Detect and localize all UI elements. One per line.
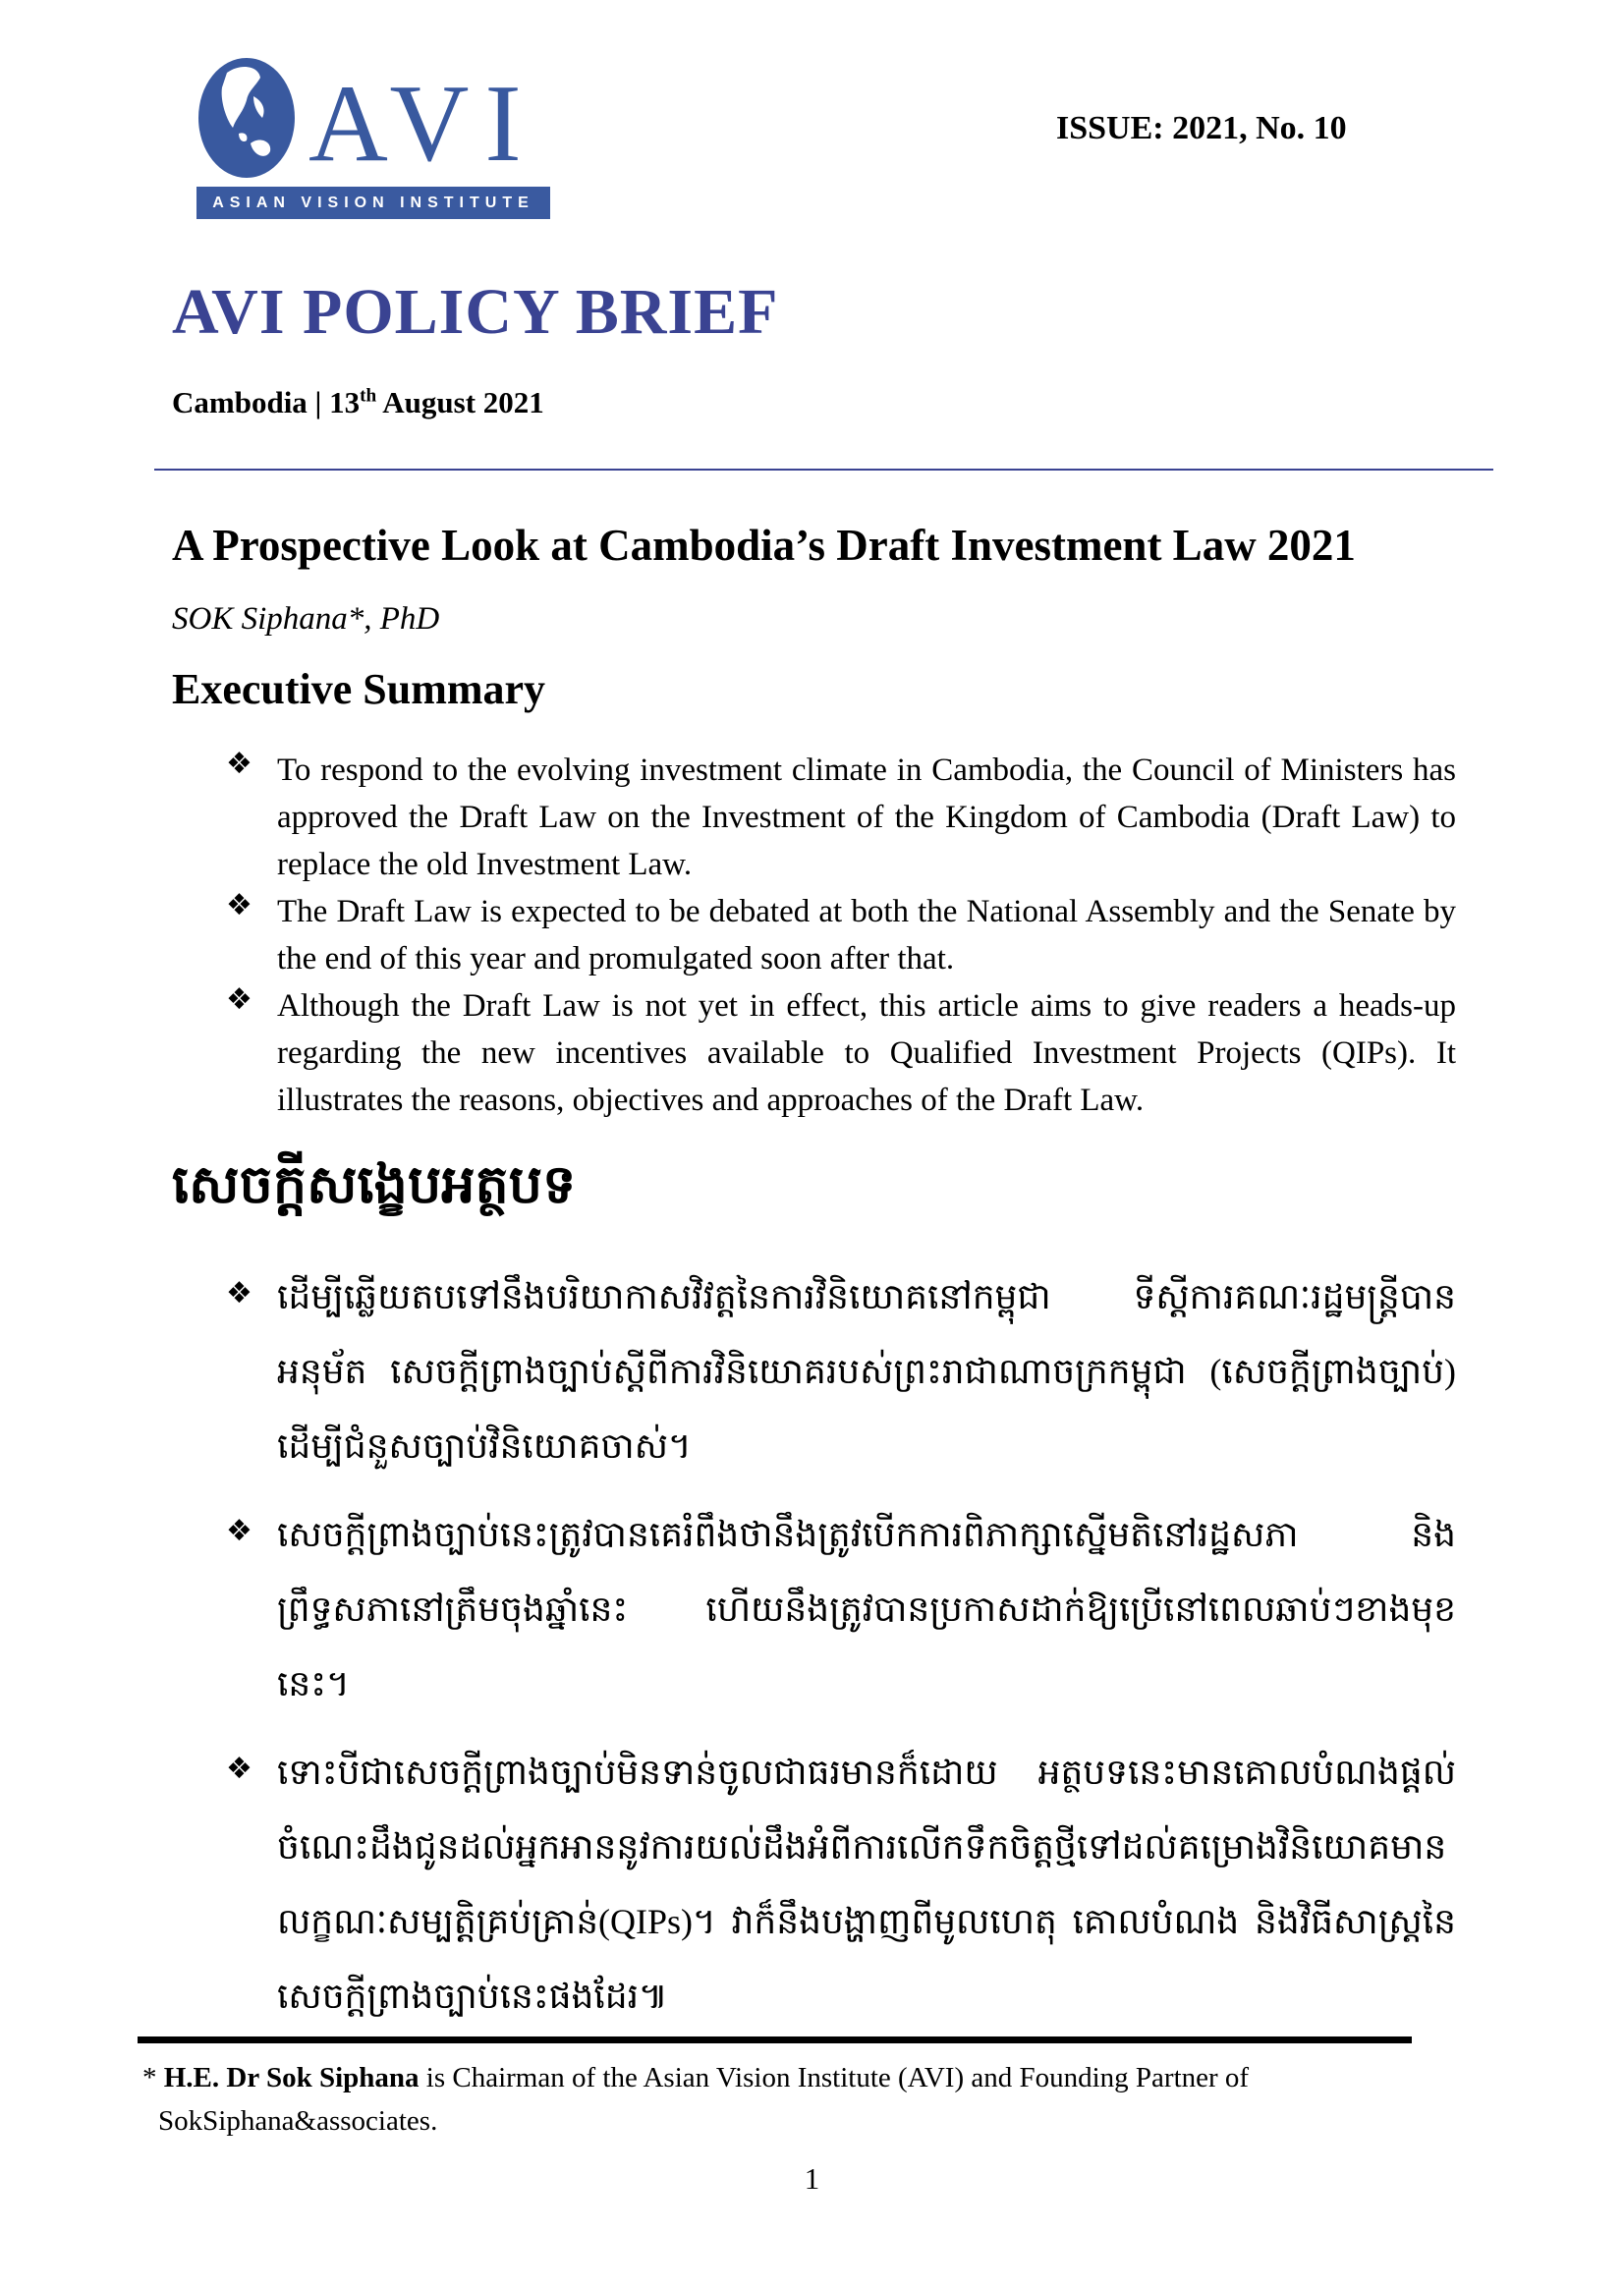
executive-summary-heading: Executive Summary — [172, 665, 546, 713]
logo-tagline: ASIAN VISION INSTITUTE — [212, 195, 534, 211]
khmer-bullet-1-text: ដើម្បីឆ្លើយតបទៅនឹងបរិយាកាសវិវត្តនៃការវិនិយោគនៅកម្ពុជា ទីស្តីការគណៈរដ្ឋមន្ត្រីបានអនុម័ត សេចក្តីព្រាងច្បាប់ស្តីពីការវិនិយោគរបស់ព្រះរាជាណាចក្រកម្ពុជា (សេចក្តីព្រាងច្បាប់) ដើម្បីជំនួសច្បាប់វិនិយោគចាស់។ — [277, 1277, 1456, 1466]
summary-bullet-list — [226, 747, 1456, 1124]
summary-bullet-1-text: To respond to the evolving investment climate in Cambodia, the Council of Ministers has approved the Draft Law on the Investment of the Kingdom of Cambodia (Draft Law) to replace the old Investment Law. — [277, 753, 1456, 882]
dateline — [172, 385, 544, 420]
dateline-prefix: Cambodia | 13 — [172, 385, 361, 419]
khmer-summary-heading: សេចក្តីសង្ខេបអត្ថបទ — [172, 1155, 577, 1214]
footnote-author-name: H.E. Dr Sok Siphana — [163, 2062, 420, 2093]
dateline-suffix: August 2021 — [376, 385, 544, 419]
footnote — [142, 2057, 1341, 2143]
khmer-bullet-3-text: ទោះបីជាសេចក្តីព្រាងច្បាប់មិនទាន់ចូលជាធរមានក៏ដោយ អត្ថបទនេះមានគោលបំណងផ្តល់ចំណេះដឹងជូនដល់អ្នកអាននូវការយល់ដឹងអំពីការលើកទឹកចិត្តថ្មីទៅដល់គម្រោងវិនិយោគមានលក្ខណៈសម្បត្តិគ្រប់គ្រាន់(QIPs)។ វាក៏នឹងបង្ហាញពីមូលហេតុ គោលបំណង និងវិធីសាស្ត្រនៃសេចក្តីព្រាងច្បាប់នេះផងដែរ៕ — [277, 1753, 1456, 2016]
summary-bullet-3 — [226, 982, 1456, 1124]
khmer-bullet-1 — [226, 1259, 1456, 1483]
summary-bullet-3-text: Although the Draft Law is not yet in effect, this article aims to give readers a heads-up regarding the new incentives available to Qualified Investment Projects (QIPs). It illustrates the reasons, objectives and approaches of the Draft Law. — [277, 988, 1456, 1118]
footnote-asterisk: * — [142, 2062, 164, 2093]
summary-bullet-2-text: The Draft Law is expected to be debated at both the National Assembly and the Senate by the end of this year and promulgated soon after that. — [277, 894, 1456, 976]
summary-bullet-2 — [226, 888, 1456, 982]
footnote-line1 — [142, 2057, 1341, 2100]
author-line: SOK Siphana*, PhD — [172, 601, 440, 637]
diamond-bullet-icon: ❖ — [226, 982, 252, 1017]
diamond-bullet-icon: ❖ — [226, 888, 252, 922]
masthead-title: AVI POLICY BRIEF — [172, 276, 779, 348]
khmer-bullet-list — [226, 1259, 1456, 2047]
khmer-bullet-2-text: សេចក្តីព្រាងច្បាប់នេះត្រូវបានគេរំពឹងថានឹងត្រូវបើកការពិភាក្សាស្នើមតិនៅរដ្ឋសភា និងព្រឹទ្ធសភានៅត្រឹមចុងឆ្នាំនេះ ហើយនឹងត្រូវបានប្រកាសដាក់ឱ្យប្រើនៅពេលឆាប់ៗខាងមុខនេះ។ — [277, 1515, 1456, 1703]
footnote-rest: is Chairman of the Asian Vision Institute (AVI) and Founding Partner of — [419, 2062, 1250, 2093]
khmer-bullet-2 — [226, 1497, 1456, 1721]
khmer-bullet-3 — [226, 1735, 1456, 2034]
footnote-line2: SokSiphana&associates. — [158, 2104, 438, 2137]
footnote-separator — [138, 2036, 1412, 2043]
diamond-bullet-icon: ❖ — [226, 1514, 252, 1548]
article-title: A Prospective Look at Cambodia’s Draft Investment Law 2021 — [172, 521, 1356, 570]
diamond-bullet-icon: ❖ — [226, 1752, 252, 1786]
issue-label: ISSUE: 2021, No. 10 — [1056, 110, 1347, 146]
page-number: 1 — [804, 2161, 820, 2196]
logo-tagline-bar — [196, 187, 550, 219]
avi-logo — [196, 57, 550, 219]
header-rule — [154, 469, 1493, 471]
diamond-bullet-icon: ❖ — [226, 747, 252, 781]
summary-bullet-1 — [226, 747, 1456, 888]
globe-icon — [196, 57, 297, 179]
diamond-bullet-icon: ❖ — [226, 1276, 252, 1311]
logo-acronym: AVI — [308, 63, 537, 185]
dateline-ordinal: th — [360, 385, 377, 407]
